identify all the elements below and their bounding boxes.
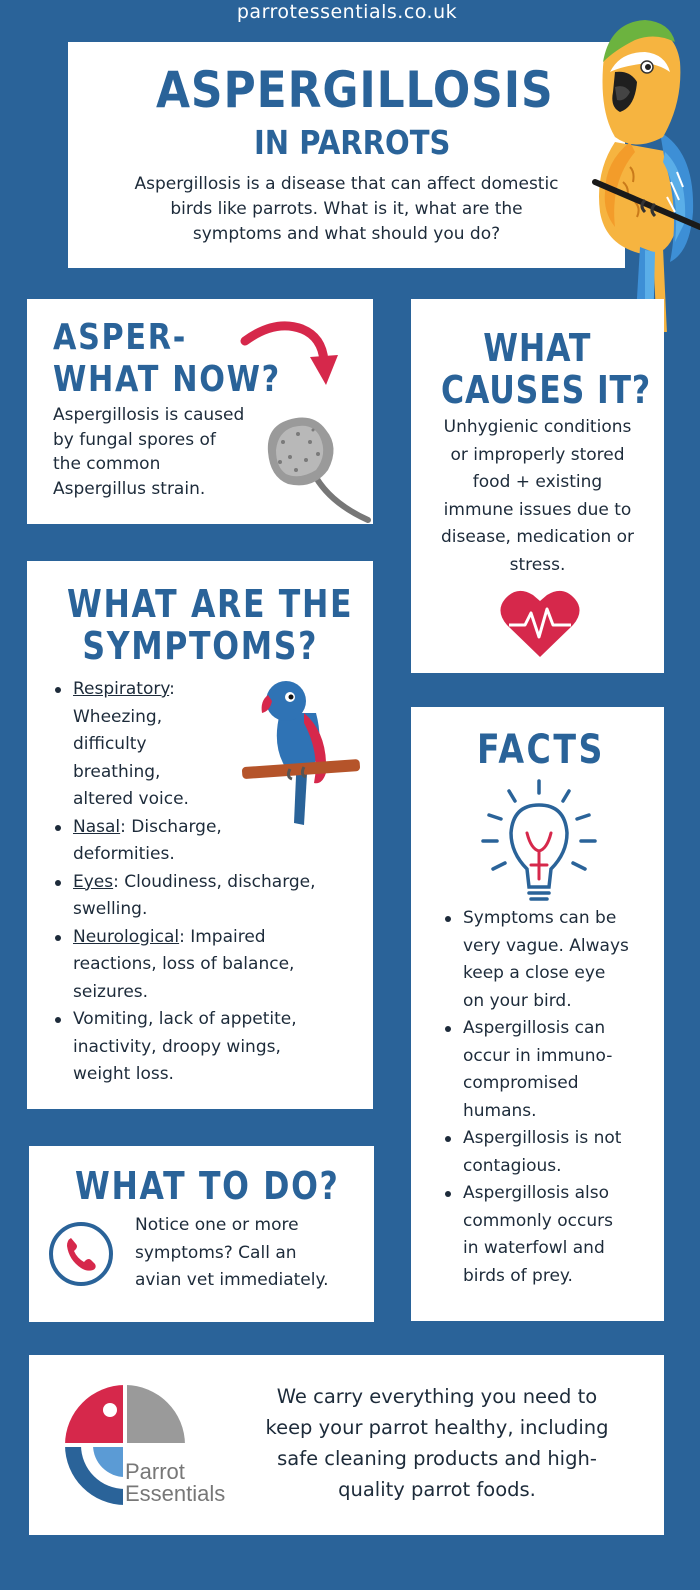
asper-title: ASPER- WHAT NOW? xyxy=(53,317,281,400)
site-url[interactable]: parrotessentials.co.uk xyxy=(236,1,458,23)
causes-card xyxy=(411,299,664,673)
lightbulb-icon xyxy=(479,779,599,909)
list-item: Respiratory: Wheezing, difficulty breathing, altered voice. xyxy=(51,676,361,814)
asper-text: Aspergillosis is caused by fungal spores of the common Aspergillus strain. xyxy=(53,405,245,499)
intro-card xyxy=(68,42,625,268)
intro-text: Aspergillosis is a disease that can affect domestic birds like parrots. What is it, what are the symptoms and what should you do? xyxy=(134,174,559,244)
heart-pulse-icon xyxy=(499,587,581,659)
logo-wordmark: Parrot Essentials xyxy=(125,1459,226,1506)
page-subtitle: IN PARROTS xyxy=(254,123,451,162)
symptoms-card xyxy=(27,561,373,1109)
todo-card xyxy=(29,1146,374,1322)
list-item: Symptoms can be very vague. Always keep a close eye on your bird. xyxy=(441,905,661,1015)
footer-text: We carry everything you need to keep your parrot healthy, including safe cleaning products and high- quality parrot foods. xyxy=(265,1385,609,1501)
facts-title: FACTS xyxy=(477,727,605,773)
todo-text: Notice one or more symptoms? Call an avian vet immediately. xyxy=(135,1215,329,1290)
list-item: Vomiting, lack of appetite, inactivity, droopy wings, weight loss. xyxy=(51,1006,361,1089)
todo-title: WHAT TO DO? xyxy=(75,1164,340,1208)
causes-text: Unhygienic conditions or improperly stored food + existing immune issues due to disease, medication or stress. xyxy=(440,417,635,575)
parrot-perch-icon xyxy=(242,673,362,833)
phone-icon[interactable] xyxy=(47,1220,115,1288)
symptoms-title: WHAT ARE THE SYMPTOMS? xyxy=(67,582,354,668)
list-item: Eyes: Cloudiness, discharge, swelling. xyxy=(51,869,361,924)
curved-arrow-icon xyxy=(240,319,340,394)
facts-card xyxy=(411,707,664,1321)
list-item: Aspergillosis also commonly occurs in waterfowl and birds of prey. xyxy=(441,1180,661,1290)
fungal-spore-icon xyxy=(258,412,373,524)
facts-list xyxy=(441,905,661,1290)
list-item: Nasal: Discharge, deformities. xyxy=(51,814,361,869)
macaw-icon xyxy=(575,12,700,332)
list-item: Neurological: Impaired reactions, loss of balance, seizures. xyxy=(51,924,361,1007)
asper-card xyxy=(27,299,373,524)
page-title: ASPERGILLOSIS xyxy=(156,61,554,119)
list-item: Aspergillosis is not contagious. xyxy=(441,1125,661,1180)
list-item: Aspergillosis can occur in immuno- compromised humans. xyxy=(441,1015,661,1125)
causes-title: WHAT CAUSES IT? xyxy=(441,326,652,412)
footer-card xyxy=(29,1355,664,1535)
